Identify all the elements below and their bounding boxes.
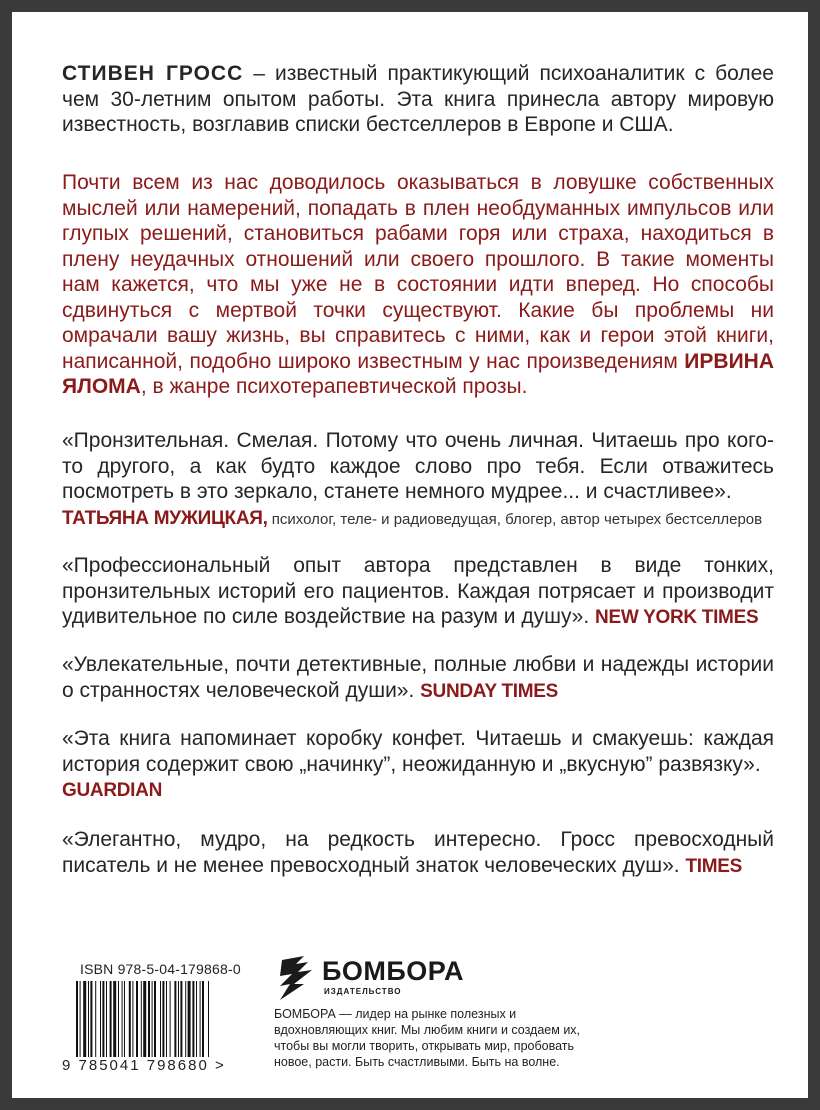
review-source-note: психолог, теле- и радиоведущая, блогер, автор четырех бестселлеров: [267, 510, 763, 528]
review-quote: «Увлекательные, почти детективные, полные любви и надежды истории о странностях человеческой души».: [62, 653, 774, 702]
review-source: GUARDIAN: [62, 780, 162, 801]
review-source: TIMES: [685, 855, 743, 877]
review-source: ТАТЬЯНА МУЖИЦКАЯ,: [62, 507, 268, 529]
author-bio: [62, 61, 774, 138]
publisher-logo-icon: [274, 954, 318, 1004]
review-1: [62, 428, 774, 532]
barcode-image: [72, 981, 272, 1061]
review-quote: «Профессиональный опыт автора представлен в виде тонких, пронзительных историй его пациентов. Каждая потрясает и производит удивительное по силе воздействие на разум и душу».: [62, 554, 774, 628]
review-quote: «Пронзительная. Смелая. Потому что очень личная. Читаешь про кого-то другого, а как будто каждое слово про тебя. Если отважитесь посмотреть в это зеркало, станете немного мудрее... и счастливее».: [62, 429, 774, 503]
review-quote: «Элегантно, мудро, на редкость интересно. Гросс превосходный писатель и не менее превосходный знаток человеческих душ».: [62, 828, 774, 877]
isbn-label: ISBN 978-5-04-179868-0: [80, 961, 241, 977]
review-quote: «Эта книга напоминает коробку конфет. Читаешь и смакуешь: каждая история содержит свою „начинку”, неожиданную и „вкусную” развязку».: [62, 727, 774, 776]
barcode-block: [62, 955, 274, 1081]
publisher-logo: [274, 954, 464, 1004]
publisher-logo-subtitle: ИЗДАТЕЛЬСТВО: [324, 987, 402, 996]
review-2: [62, 553, 774, 631]
book-description: [62, 170, 774, 400]
yalom-highlight: ИРВИНА ЯЛОМА: [62, 349, 774, 398]
review-5: [62, 827, 774, 879]
description-text: Почти всем из нас доводилось оказываться в ловушке собственных мыслей или намерений, попадать в плен необдуманных импульсов или глупых решений, становиться рабами горя или страха, находиться в плену неудачных отношений или своего прошлого. В такие моменты нам кажется, что мы уже не в состоянии идти вперед. Но способы сдвинуться с мертвой точки существуют. Какие бы проблемы ни омрачали вашу жизнь, вы справитесь с ними, как и герои этой книги, написанной, подобно широко известным у нас произведениям: [62, 171, 774, 373]
review-source: NEW YORK TIMES: [595, 607, 759, 628]
publisher-logo-text: БОМБОРА: [322, 956, 464, 986]
review-source: SUNDAY TIMES: [420, 680, 559, 702]
description-tail: , в жанре психотерапевтической прозы.: [140, 375, 528, 398]
author-bio-text: – известный практикующий психоаналитик с более чем 30-летним опытом работы. Эта книга принесла автору мировую известность, возглавив списки бестселлеров в Европе и США.: [62, 62, 774, 136]
author-name: СТИВЕН ГРОСС: [62, 62, 244, 85]
publisher-description: БОМБОРА — лидер на рынке полезных и вдохновляющих книг. Мы любим книги и создаем их, чтобы вы могли творить, открывать мир, пробовать новое, расти. Быть счастливыми. Быть на волне.: [274, 1007, 581, 1069]
barcode-digits: 9 785041 798680 >: [62, 1057, 226, 1074]
review-3: [62, 652, 774, 704]
book-back-cover: [12, 12, 808, 1098]
review-4: [62, 726, 774, 804]
